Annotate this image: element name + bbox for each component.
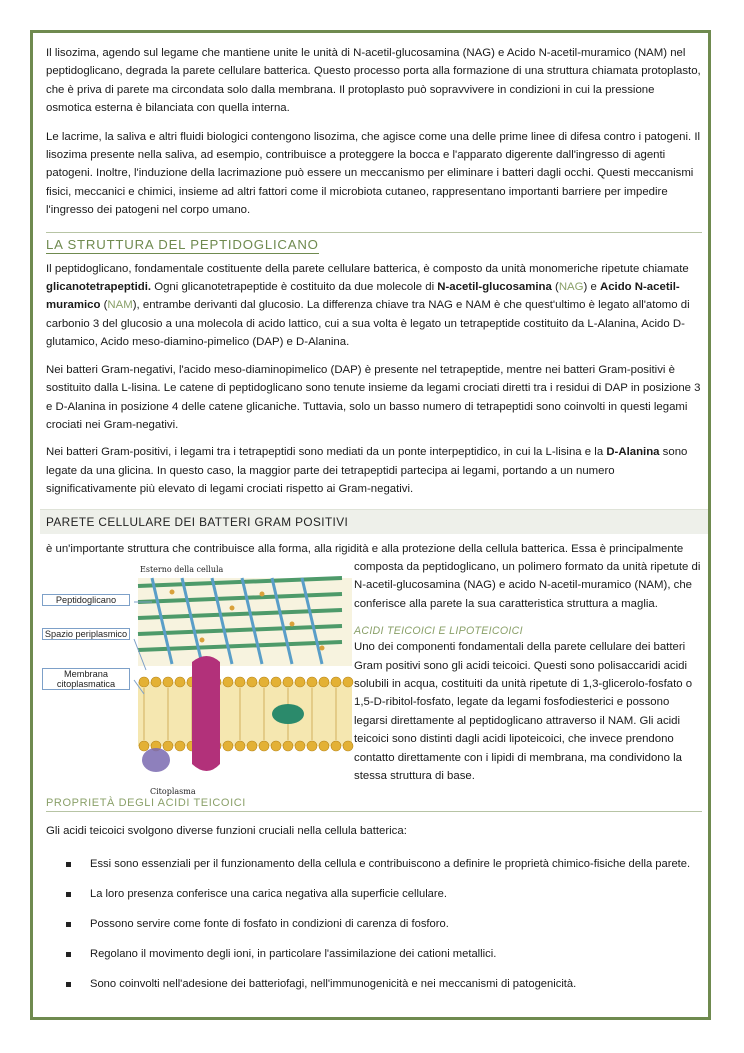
figure-label-peptidoglycan: Peptidoglicano bbox=[42, 594, 130, 606]
section-heading-gram-positive: PARETE CELLULARE DEI BATTERI GRAM POSITIVI bbox=[40, 509, 708, 534]
intro-paragraph-1: Il lisozima, agendo sul legame che mantiene unite le unità di N-acetil-glucosamina (NAG) e Acido N-acetil-muramico (NAM) nel peptidoglicano, degrada la parete cellulare batterica. Questo processo porta alla formazione di una struttura chiamata protoplasto, che è priva di parete ma circondata solo dalla membrana. Il protoplasto può sopravvivere in condizioni in cui la pressione osmotica esterna è bilanciata con quella interna. bbox=[46, 47, 701, 115]
gram-positive-text-column bbox=[354, 558, 702, 785]
gram-positive-lead: è un'importante struttura che contribuisce alla forma, alla rigidità e alla protezione della cellula batterica. Essa è principalmente bbox=[46, 542, 684, 555]
transmembrane-protein bbox=[192, 656, 220, 771]
gram-positive-paragraph-1: composta da peptidoglicano, un polimero formato da unità ripetute di N-acetil-glucosamina (NAG) e acido N-acetil-muramico (NAM), che conferisce alla parete la sua caratteristica struttura a maglia. bbox=[354, 560, 701, 610]
figure-bottom-label: Citoplasma bbox=[150, 786, 196, 796]
intro-paragraph-2: Le lacrime, la saliva e altri fluidi biologici contengono lisozima, che agisce come una delle prime linee di difesa contro i patogeni. Il lisozima presente nella saliva, ad esempio, contribuisce a proteggere la bocca e l'apparato digerente dall'ingresso di agenti patogeni. Inoltre, l'induzione della lacrimazione può essere un meccanismo per eliminare i batteri dagli occhi. Questi meccanismi fisici, meccanici e chimici, insieme ad altri fattori come il microbiota cutaneo, rappresentano importanti barriere per impedire l'ingresso dei patogeni nel corpo umano. bbox=[46, 130, 701, 217]
peripheral-protein bbox=[142, 748, 170, 772]
figure-top-label: Esterno della cellula bbox=[140, 564, 224, 574]
section-peptidoglycan bbox=[46, 233, 702, 499]
peptidoglycan-paragraph-3: Nei batteri Gram-positivi, i legami tra i tetrapeptidi sono mediati da un ponte interpeptidico, in cui la L-lisina e la D-Alanina sono legate da una glicina. In questo caso, la maggior parte dei tetrapeptidi partecipa ai legami, portando a un numero significativamente più elevato di legami crociati rispetto ai Gram-negativi. bbox=[46, 446, 688, 496]
figure-label-cytoplasmic-membrane: Membrana citoplasmatica bbox=[42, 668, 130, 690]
subheading-teichoic-acids: ACIDI TEICOICI E LIPOTEICOICI bbox=[354, 625, 523, 638]
teichoic-acids-paragraph: Uno dei componenti fondamentali della parete cellulare dei batteri Gram positivi sono gli acidi teicoici. Questi sono polisaccaridi acidi solubili in acqua, costituiti da unità ripetute di 1,3-glicerolo-fosfato o 1,5-D-ribitol-fosfato, legate da legami fosfodiesterici e possono legarsi direttamente al peptidoglicano attraverso il NAM. Gli acidi teicoici sono distinti dagli acidi lipoteicoici, che invece prendono contatto direttamente con i lipidi di membrana, ma condividono la stessa struttura di base. bbox=[354, 641, 693, 782]
peptidoglycan-paragraph-1: Il peptidoglicano, fondamentale costituente della parete cellulare batterica, è composto da unità monomeriche ripetute chiamate glicanotetrapeptidi. Ogni glicanotetrapeptide è costituito da due molecole di N-acetil-glucosamina (NAG) e Acido N-acetil-muramico (NAM), entrambe derivanti dal glucosio. La differenza chiave tra NAG e NAM è che quest'ultimo è legato all'atomo di carbonio 3 del glucosio a una molecola di acido lattico, cui a sua volta è legato un tetrapeptide costituito da L-Alanina, Acido D-glutamico, Acido meso-diamino-pimelico (DAP) e D-Alanina. bbox=[46, 262, 690, 349]
section-heading-peptidoglycan: LA STRUTTURA DEL PEPTIDOGLICANO bbox=[46, 236, 319, 252]
cell-wall-figure bbox=[42, 564, 354, 798]
list-item: Sono coinvolti nell'adesione dei batteriofagi, nell'immunogenicità e nei meccanismi di patogenicità. bbox=[46, 975, 702, 993]
membrane-protein bbox=[272, 704, 304, 724]
document-body bbox=[46, 44, 702, 1005]
peptidoglycan-mesh bbox=[138, 578, 352, 666]
list-item: Essi sono essenziali per il funzionamento della cellula e contribuiscono a definire le proprietà chimico-fisiche della parete. bbox=[46, 855, 702, 873]
teichoic-properties-list bbox=[46, 855, 702, 993]
peptidoglycan-paragraph-2: Nei batteri Gram-negativi, l'acido meso-diaminopimelico (DAP) è presente nel tetrapeptide, mentre nei batteri Gram-positivi è sostituito dalla L-lisina. Le catene di peptidoglicano sono tenute insieme da legami crociati diretti tra i residui di DAP in posizione 3 e D-Alanina in posizione 4 delle catene glicaniche. Tuttavia, solo un basso numero di tetrapeptidi sono coinvolti in questi legami crociati nei Gram-negativi. bbox=[46, 363, 701, 431]
list-item: Possono servire come fonte di fosfato in condizioni di carenza di fosforo. bbox=[46, 915, 702, 933]
section-gram-positive bbox=[44, 540, 702, 796]
list-item: La loro presenza conferisce una carica negativa alla superficie cellulare. bbox=[46, 885, 702, 903]
section-divider-2 bbox=[46, 811, 702, 812]
figure-label-periplasmic-space: Spazio periplasmico bbox=[42, 628, 130, 640]
list-item: Regolano il movimento degli ioni, in particolare l'assimilazione dei cationi metallici. bbox=[46, 945, 702, 963]
teichoic-properties-lead: Gli acidi teicoici svolgono diverse funzioni cruciali nella cellula batterica: bbox=[46, 825, 407, 838]
membrane-bilayer bbox=[138, 677, 353, 751]
section-heading-teichoic-properties: PROPRIETÀ DEGLI ACIDI TEICOICI bbox=[46, 797, 246, 810]
